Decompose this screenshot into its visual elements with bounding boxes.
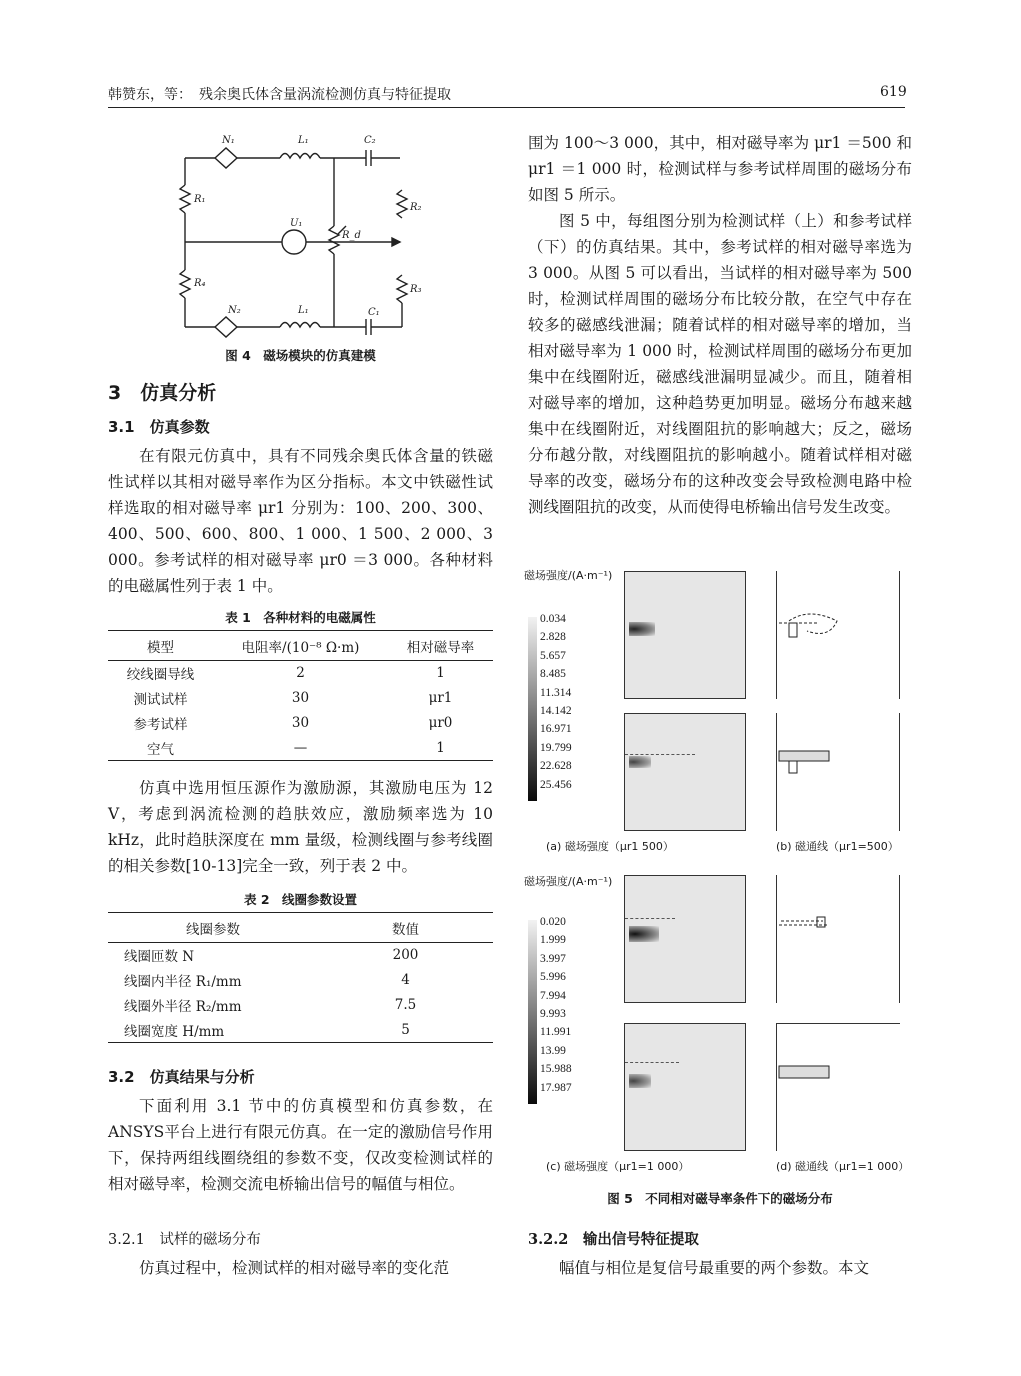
subcaption-b: (b) 磁通线（μr1=500）	[776, 840, 899, 853]
subsection-3-2-1-title: 3.2.1 试样的磁场分布	[108, 1232, 261, 1248]
label-u1: U₁	[290, 218, 303, 229]
flux-lines	[777, 875, 901, 1003]
legend-value: 5.657	[540, 649, 566, 662]
subcaption-a: (a) 磁场强度（μr1 500）	[546, 840, 674, 853]
legend-value: 15.988	[540, 1063, 572, 1076]
field-panel-a-test	[624, 571, 746, 699]
table-cell: 参考试样	[133, 717, 188, 733]
legend-value: 3.997	[540, 952, 566, 965]
flux-panel-b-test	[776, 571, 900, 699]
table-cell: 200	[392, 947, 419, 964]
table-row	[108, 943, 493, 968]
legend-values-bottom	[540, 913, 572, 1097]
legend-colorbar-bottom	[528, 920, 537, 1104]
table-row	[108, 968, 493, 993]
flux-lines	[777, 713, 901, 831]
legend-colorbar-top	[528, 617, 537, 801]
field-panel-c-ref	[624, 1023, 746, 1151]
table-row	[108, 686, 493, 711]
subcaption-c: (c) 磁场强度（μr1=1 000）	[546, 1160, 690, 1173]
table1-header: 相对磁导率	[388, 631, 493, 661]
table2-header: 数值	[318, 913, 493, 943]
legend-value: 5.996	[540, 971, 566, 984]
subsection-3-1-paragraph1	[108, 443, 493, 599]
label-n1: N₁	[222, 135, 235, 146]
header-rule	[108, 107, 905, 108]
subsection-3-1-title: 3.1 仿真参数	[108, 418, 210, 436]
paragraph-text: 在有限元仿真中，具有不同残余奥氏体含量的铁磁性试样以其相对磁导率作为区分指标。本文中铁磁性试样选取的相对磁导率 μr1 分别为：100、200、300、400、500、600、800、1 000、1 500、2 000、3 000。参考试样的相对磁导率 μr0 ＝3 000。各种材料的电磁属性列于表 1 中。	[108, 447, 493, 595]
table-cell: 7.5	[394, 997, 417, 1013]
table-cell: 2	[296, 665, 305, 682]
table-cell: μr1	[428, 690, 453, 706]
paragraph-text: 仿真过程中，检测试样的相对磁导率的变化范	[139, 1259, 450, 1277]
table-cell: 线圈外半径 R₂/mm	[124, 999, 242, 1015]
label-r2: R₂	[410, 202, 422, 213]
coil-outline	[625, 918, 675, 919]
field-panel-c-test	[624, 875, 746, 1003]
page-number: 619	[880, 84, 907, 100]
table-cell: 5	[318, 1018, 493, 1043]
paragraph-text: 图 5 中，每组图分别为检测试样（上）和参考试样（下）的仿真结果。其中，参考试样的相对磁导率选为 3 000。从图 5 可以看出，当试样的相对磁导率为 500 时，检测试样周围的磁场分布比较分散，在空气中存在较多的磁感线泄漏；随着试样的相对磁导率的增加，当相对磁导率为 1 000 时，检测试样周围的磁场分布更加集中在线圈附近，磁感线泄漏明显减少。而且，随着相对磁导率的增加，这种趋势更加明显。磁场分布越来越集中在线圈附近，对线圈阻抗的影响越大；反之，磁场分布越分散，对线圈阻抗的影响越小。随着试样相对磁导率的改变，磁场分布的这种改变会导致检测电路中检测线圈阻抗的改变，从而使得电桥输出信号发生改变。	[528, 212, 912, 516]
table-cell: 空气	[108, 736, 213, 761]
label-c1: C₁	[368, 307, 380, 318]
label-r1: R₁	[194, 194, 206, 205]
subcaption-d: (d) 磁通线（μr1=1 000）	[776, 1160, 910, 1173]
legend-value: 19.799	[540, 741, 572, 754]
right-column-text	[528, 130, 912, 520]
field-hotspot	[629, 622, 655, 636]
paragraph-text: 幅值与相位是复信号最重要的两个参数。本文	[559, 1259, 870, 1277]
legend-value: 1.999	[540, 934, 566, 947]
legend-values-top	[540, 610, 572, 794]
table-cell: 1	[436, 665, 445, 682]
paragraph-text: 下面利用 3.1 节中的仿真模型和仿真参数，在ANSYS平台上进行有限元仿真。在一定的激励信号作用下，保持两组线圈绕组的参数不变，仅改变检测试样的相对磁导率，检测交流电桥输出信号的幅值与相位。	[108, 1097, 493, 1193]
table1	[108, 630, 493, 761]
table-row	[108, 711, 493, 736]
coil-outline	[625, 754, 695, 755]
legend-title-top: 磁场强度/(A·m⁻¹)	[524, 569, 613, 582]
subsection-3-2-1-paragraph	[108, 1255, 493, 1281]
figure5-caption: 图 5 不同相对磁导率条件下的磁场分布	[607, 1191, 833, 1206]
subsection-3-2-2-title: 3.2.2 输出信号特征提取	[528, 1231, 699, 1248]
subsection-3-1-paragraph2	[108, 775, 493, 879]
flux-panel-b-ref	[776, 713, 900, 831]
paragraph-text: 围为 100～3 000，其中，相对磁导率为 μr1 ＝500 和 μr1 ＝1 000 时，检测试样与参考试样周围的磁场分布如图 5 所示。	[528, 134, 912, 204]
circuit-diagram	[170, 130, 420, 340]
legend-value: 9.993	[540, 1007, 566, 1020]
field-hotspot	[629, 926, 659, 942]
section-title: 3 仿真分析	[108, 382, 217, 404]
label-c2: C₂	[364, 135, 376, 146]
label-r4: R₄	[194, 278, 206, 289]
legend-value: 0.020	[540, 916, 566, 928]
subsection-3-2-paragraph	[108, 1093, 493, 1197]
table2-caption: 表 2 线圈参数设置	[243, 892, 358, 907]
table1-caption: 表 1 各种材料的电磁属性	[225, 610, 376, 625]
legend-value: 14.142	[540, 704, 572, 717]
legend-value: 0.034	[540, 613, 566, 625]
label-rd: R_d	[342, 230, 361, 241]
table-cell: 绞线圈导线	[126, 667, 195, 684]
table-cell: 测试试样	[133, 692, 188, 708]
table-cell: 线圈宽度 H/mm	[108, 1018, 318, 1043]
field-panel-a-ref	[624, 713, 746, 831]
legend-value: 17.987	[540, 1081, 572, 1094]
table-cell: 4	[401, 972, 410, 988]
table-row	[108, 993, 493, 1018]
legend-value: 13.99	[540, 1044, 566, 1057]
table1-header: 电阻率/(10⁻⁸ Ω·m)	[213, 631, 388, 661]
table1-header: 模型	[108, 631, 213, 661]
label-l2: L₁	[298, 305, 309, 316]
legend-value: 11.314	[540, 686, 572, 699]
field-hotspot	[629, 756, 651, 768]
table2-header: 线圈参数	[108, 913, 318, 943]
table-cell: μr0	[428, 715, 453, 731]
table-cell: 30	[291, 690, 310, 706]
table-row	[108, 661, 493, 686]
running-header-title: 韩赞东，等： 残余奥氏体含量涡流检测仿真与特征提取	[108, 87, 451, 103]
legend-value: 7.994	[540, 989, 566, 1002]
table-cell: 1	[388, 736, 493, 761]
figure4-circuit	[170, 130, 420, 340]
subsection-3-2-2-paragraph	[528, 1255, 912, 1281]
flux-lines	[777, 1024, 901, 1152]
field-hotspot	[629, 1074, 651, 1088]
label-n2: N₂	[228, 305, 241, 316]
flux-lines	[777, 571, 901, 699]
table-cell: 30	[291, 715, 310, 731]
label-l1: L₁	[298, 135, 309, 146]
figure5	[520, 565, 912, 1185]
table-cell: —	[213, 736, 388, 761]
table2	[108, 912, 493, 1043]
legend-value: 2.828	[540, 631, 566, 644]
table-cell: 线圈匝数 N	[124, 949, 195, 966]
coil-outline	[625, 1062, 679, 1063]
legend-value: 11.991	[540, 1026, 572, 1039]
flux-panel-d-test	[776, 875, 900, 1003]
legend-value: 22.628	[540, 760, 572, 773]
legend-value: 8.485	[540, 668, 566, 681]
legend-value: 25.456	[540, 778, 572, 791]
flux-panel-d-ref	[776, 1023, 900, 1151]
legend-value: 16.971	[540, 723, 572, 736]
figure4-caption: 图 4 磁场模块的仿真建模	[225, 348, 376, 363]
table-cell: 线圈内半径 R₁/mm	[124, 974, 242, 990]
table-row	[108, 1018, 493, 1043]
subsection-3-2-title: 3.2 仿真结果与分析	[108, 1068, 255, 1086]
legend-title-bottom: 磁场强度/(A·m⁻¹)	[524, 875, 613, 888]
paragraph-text: 仿真中选用恒压源作为激励源，其激励电压为 12 V，考虑到涡流检测的趋肤效应，激励频率选为 10 kHz，此时趋肤深度在 mm 量级，检测线圈与参考线圈的相关参数[10-13]完全一致，列于表 2 中。	[108, 779, 493, 875]
label-r3: R₃	[410, 284, 422, 295]
table-row	[108, 736, 493, 761]
